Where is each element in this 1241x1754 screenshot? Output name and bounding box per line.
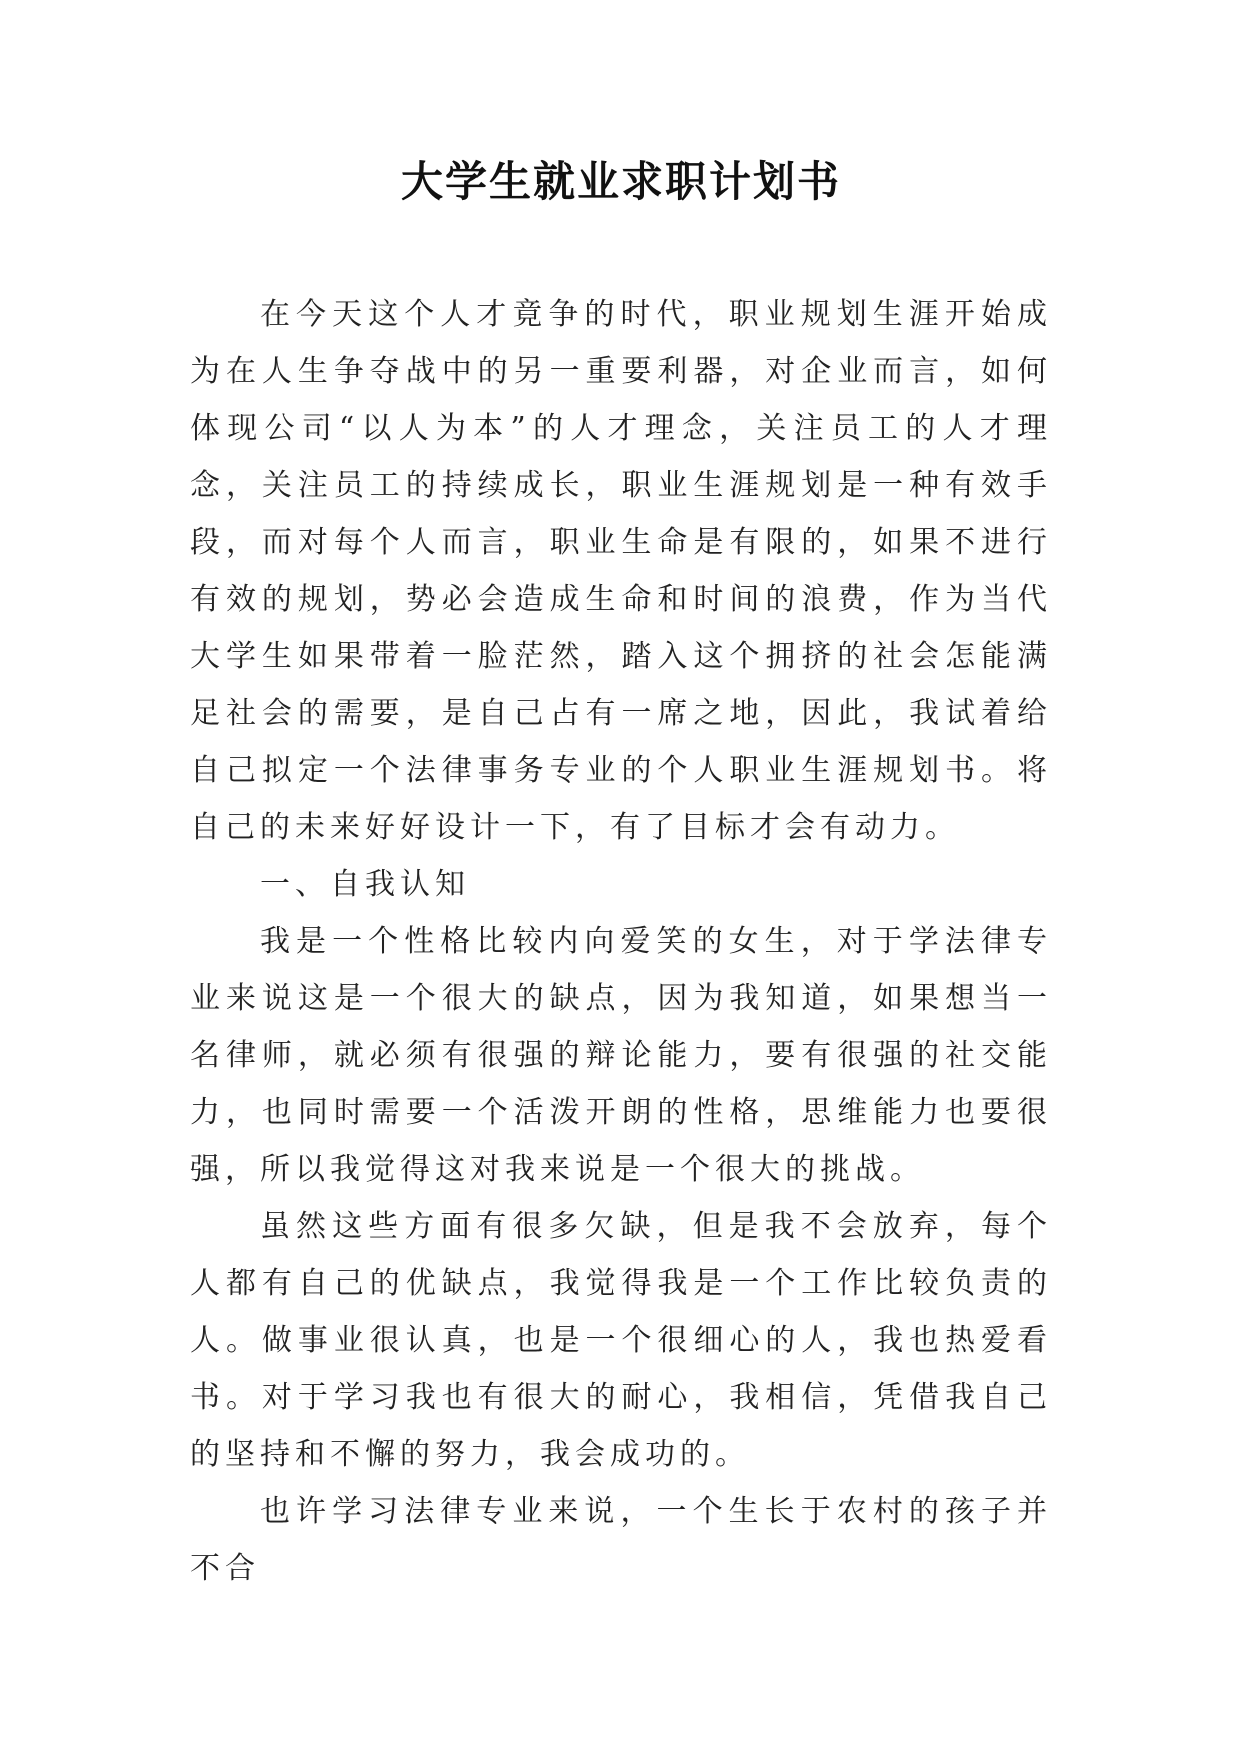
document-page	[190, 0, 1052, 1754]
document-body	[190, 286, 1052, 1597]
intro-paragraph: 在今天这个人才竟争的时代，职业规划生涯开始成为在人生争夺战中的另一重要利器，对企业而言，如何体现公司“以人为本”的人才理念，关注员工的人才理念，关注员工的持续成长，职业生涯规划是一种有效手段，而对每个人而言，职业生命是有限的，如果不进行有效的规划，势必会造成生命和时间的浪费，作为当代大学生如果带着一脸茫然，踏入这个拥挤的社会怎能满足社会的需要，是自己占有一席之地，因此，我试着给自己拟定一个法律事务专业的个人职业生涯规划书。将自己的未来好好设计一下，有了目标才会有动力。	[190, 297, 1052, 845]
body-paragraph: 我是一个性格比较内向爱笑的女生，对于学法律专业来说这是一个很大的缺点，因为我知道，如果想当一名律师，就必须有很强的辩论能力，要有很强的社交能力，也同时需要一个活泼开朗的性格，思维能力也要很强，所以我觉得这对我来说是一个很大的挑战。	[190, 924, 1052, 1187]
section-heading: 一、自我认知	[260, 867, 470, 902]
body-paragraph: 虽然这些方面有很多欠缺，但是我不会放弃，每个人都有自己的优缺点，我觉得我是一个工作比较负责的人。做事业很认真，也是一个很细心的人，我也热爱看书。对于学习我也有很大的耐心，我相信，凭借我自己的坚持和不懈的努力，我会成功的。	[190, 1209, 1052, 1472]
document-title: 大学生就业求职计划书	[400, 157, 841, 206]
body-paragraph: 也许学习法律专业来说，一个生长于农村的孩子并不合	[190, 1494, 1052, 1586]
